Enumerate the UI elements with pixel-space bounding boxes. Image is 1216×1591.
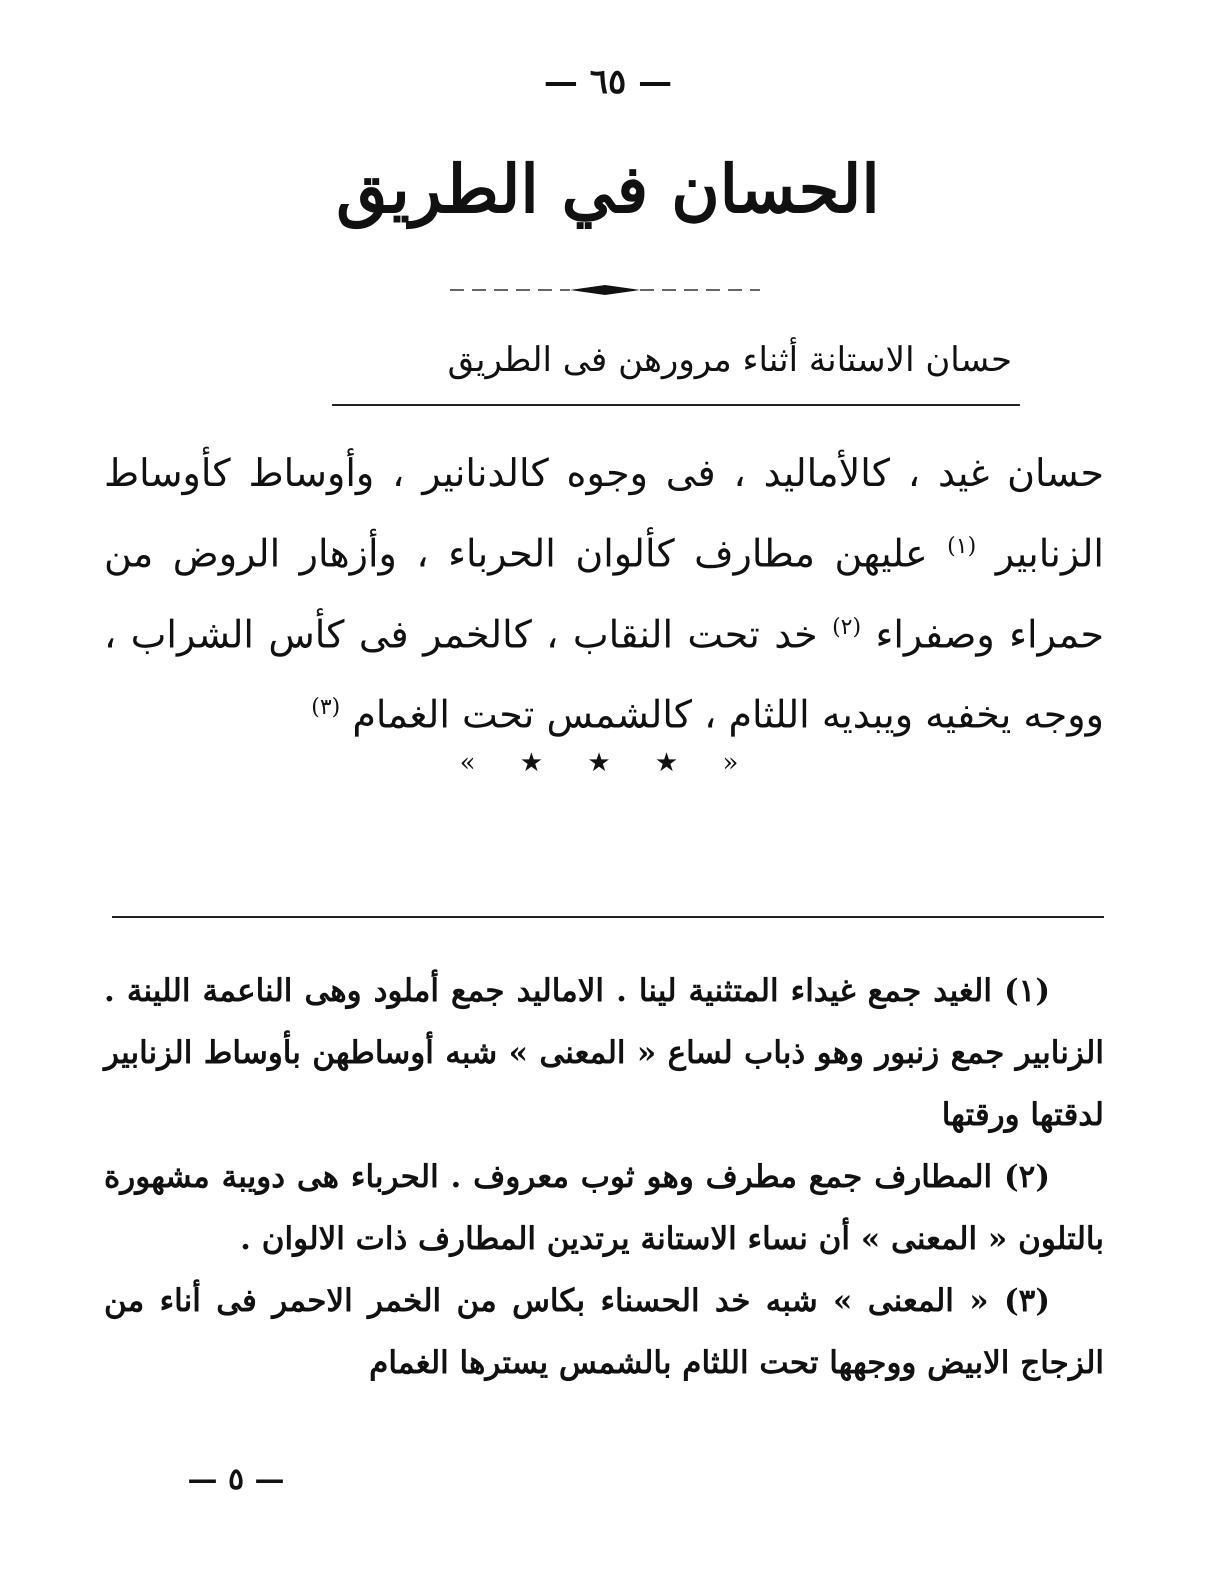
- footnote-1: (١) الغيد جمع غيداء المتثنية لينا . الاماليد جمع أملود وهى الناعمة اللينة . الزنابير جمع زنبور وهو ذباب لساع « المعنى » شبه أوساطهن بأوساط الزنابير لدقتها ورقتها: [104, 973, 1104, 1133]
- signature-mark: — ٥ —: [187, 1462, 285, 1497]
- footnote-divider: [112, 916, 1104, 918]
- page-number: — ٦٥ —: [543, 62, 673, 102]
- body-text-part-1: حسان غيد ، كالأماليد ، فى وجوه كالدنانير ، وأوساط كأوساط الزنابير: [104, 451, 1105, 576]
- body-text-part-3: خد تحت النقاب ، كالخمر فى كأس الشراب ، ووجه يخفيه ويبديه اللثام ، كالشمس تحت الغمام: [104, 612, 1104, 737]
- footnote-ref-3: (٣): [311, 695, 341, 721]
- footnotes: [104, 960, 1104, 1394]
- footnote-ref-1: (١): [947, 534, 977, 559]
- chapter-title: الحسان في الطريق: [336, 150, 880, 228]
- section-subtitle: حسان الاستانة أثناء مرورهن فى الطريق: [447, 340, 1012, 380]
- subtitle-underline: [332, 404, 1020, 406]
- ornament-diamond: [570, 285, 640, 295]
- footnote-ref-2: (٢): [832, 614, 862, 640]
- section-separator-stars: « ★ ★ ★ »: [459, 748, 757, 778]
- footnote-2: (٢) المطارف جمع مطرف وهو ثوب معروف . الحرباء هى دويبة مشهورة بالتلون « المعنى » أن نساء الاستانة يرتدين المطارف ذات الالوان .: [104, 1159, 1104, 1257]
- title-ornament: [450, 284, 760, 296]
- body-paragraph: [104, 436, 1104, 752]
- footnote-3: (٣) « المعنى » شبه خد الحسناء بكاس من الخمر الاحمر فى أناء من الزجاج الابيض ووجهها تحت اللثام بالشمس يسترها الغمام: [104, 1283, 1104, 1381]
- body-text-part-2: عليهن مطارف كألوان الحرباء ، وأزهار الروض من حمراء وصفراء: [104, 531, 1104, 657]
